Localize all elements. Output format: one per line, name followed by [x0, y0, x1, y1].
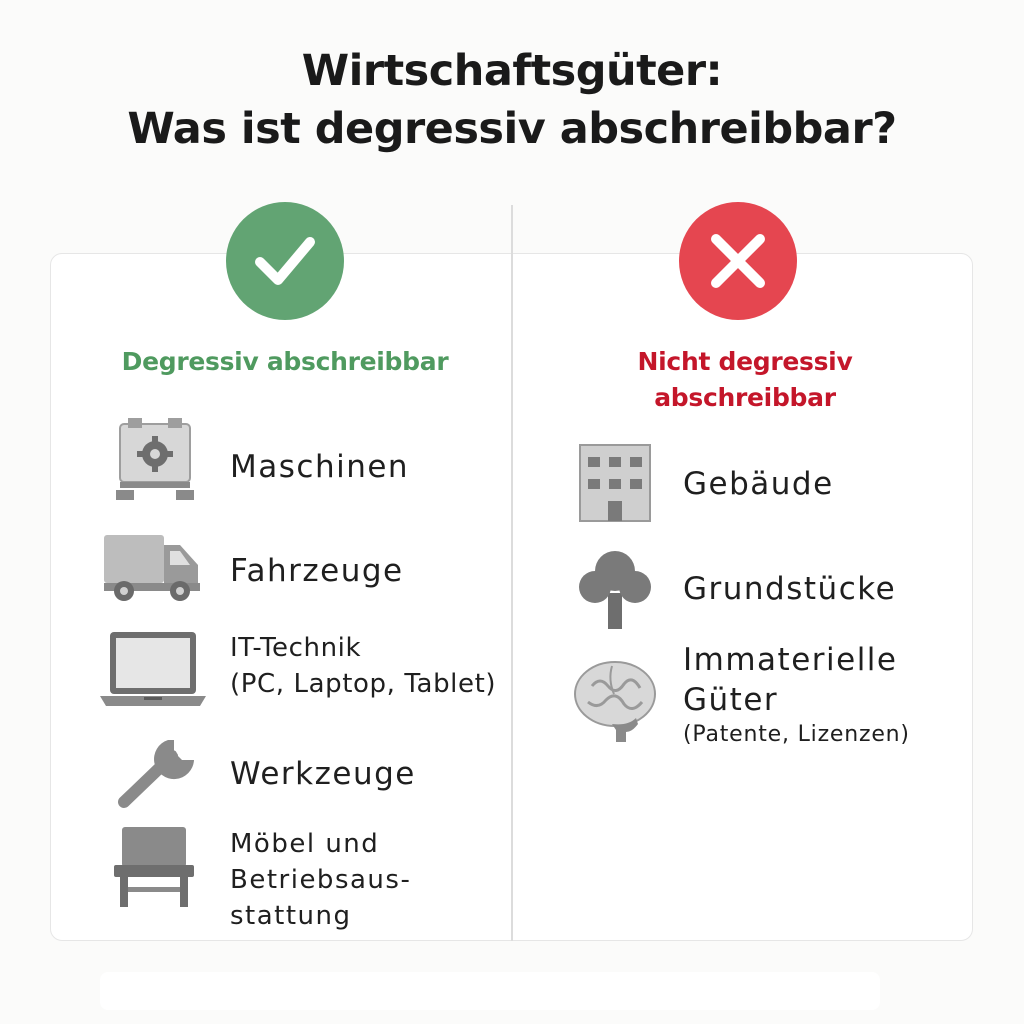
label-werkzeuge: Werkzeuge	[230, 756, 416, 792]
title-line-2: Was ist degressiv abschreibbar?	[127, 104, 897, 154]
tree-icon	[577, 549, 653, 631]
label-moebel-line-2: Betriebsaus-	[230, 865, 412, 895]
heading-not-degressive-line-1: Nicht degressiv	[637, 347, 853, 376]
brain-icon	[572, 660, 658, 744]
page-title	[0, 42, 1024, 158]
machine-icon	[112, 418, 198, 504]
footer-band	[100, 972, 880, 1010]
label-immaterielle-gueter	[683, 640, 910, 750]
heading-degressive: Degressiv abschreibbar	[121, 347, 449, 376]
heading-not-degressive	[560, 344, 930, 416]
truck-icon	[102, 533, 202, 603]
heading-not-degressive-line-2: abschreibbar	[654, 383, 836, 412]
label-gebaeude: Gebäude	[683, 466, 834, 502]
label-it-technik-line-2: (PC, Laptop, Tablet)	[230, 669, 497, 699]
label-immaterielle-line-2: Güter	[683, 682, 779, 718]
label-it-technik-line-1: IT-Technik	[230, 633, 362, 663]
badge-no	[679, 202, 797, 320]
badge-yes	[226, 202, 344, 320]
label-moebel-line-3: stattung	[230, 901, 352, 931]
label-moebel	[230, 826, 411, 934]
cross-icon	[706, 229, 770, 293]
chair-icon	[112, 825, 196, 909]
label-it-technik	[230, 630, 496, 702]
building-icon	[578, 443, 652, 523]
label-moebel-line-1: Möbel und	[230, 829, 380, 859]
label-maschinen: Maschinen	[230, 449, 410, 485]
wrench-icon	[112, 730, 202, 812]
column-divider	[511, 205, 513, 941]
label-immaterielle-line-1: Immaterielle	[683, 642, 898, 678]
label-fahrzeuge: Fahrzeuge	[230, 553, 404, 589]
laptop-icon	[100, 630, 206, 710]
title-line-1: Wirtschaftsgüter:	[301, 46, 723, 96]
label-immaterielle-line-3: (Patente, Lizenzen)	[683, 722, 910, 747]
checkmark-icon	[250, 226, 320, 296]
label-grundstuecke: Grundstücke	[683, 571, 897, 607]
